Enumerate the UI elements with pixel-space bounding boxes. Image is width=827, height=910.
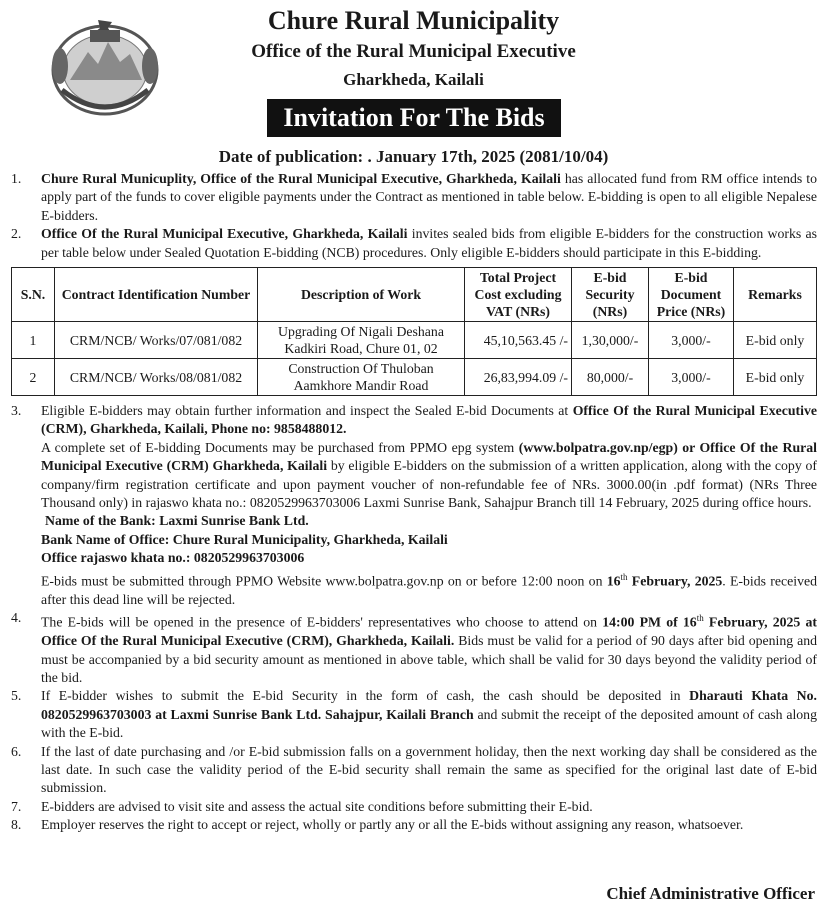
clause-5 bbox=[11, 687, 817, 742]
clause-6 bbox=[11, 743, 817, 798]
clause-number: 2. bbox=[11, 226, 22, 242]
cell-description: Construction Of Thuloban Aamkhore Mandir Road bbox=[258, 359, 465, 396]
publication-date: Date of publication: . January 17th, 2025 (2081/10/04) bbox=[218, 147, 609, 166]
signatory: Chief Administrative Officer bbox=[606, 884, 815, 903]
clause-text-bold: Chure Rural Municuplity, Office of the Rural Municipal Executive, Gharkheda, Kailali bbox=[41, 171, 561, 186]
clause-text-bold: Office Of the Rural Municipal Executive, Gharkheda, Kailali bbox=[41, 226, 408, 242]
clause-text: . E-bids received after this dead line will be rejected. bbox=[41, 573, 818, 607]
notice-title: Invitation For The Bids bbox=[267, 99, 561, 137]
cell-remarks: E-bid only bbox=[734, 322, 817, 359]
clause-number: 5. bbox=[11, 688, 22, 704]
header-sn: S.N. bbox=[12, 268, 55, 322]
org-name: Chure Rural Municipality bbox=[267, 6, 560, 35]
cell-doc-price: 3,000/- bbox=[649, 322, 734, 359]
table-row bbox=[12, 322, 817, 359]
clause-3 bbox=[11, 402, 817, 609]
header-bid-security: E-bid Security (NRs) bbox=[572, 268, 649, 322]
contracts-table bbox=[11, 267, 817, 396]
clause-number: 1. bbox=[11, 171, 22, 186]
clause-number: 4. bbox=[11, 610, 22, 626]
bank-office: Bank Name of Office: Chure Rural Municipality, Gharkheda, Kailali bbox=[41, 531, 448, 547]
clause-1 bbox=[11, 170, 817, 225]
deadline-month: February, 2025 bbox=[627, 573, 723, 589]
cell-total-cost: 45,10,563.45 /- bbox=[465, 322, 572, 359]
cell-contract-id: CRM/NCB/ Works/08/081/082 bbox=[55, 359, 258, 396]
clause-text: and submit the receipt of the deposited amount of cash along with the E-bid. bbox=[41, 706, 817, 741]
clause-text: Eligible E-bidders may obtain further information and inspect the Sealed E-bid Documents at bbox=[41, 403, 573, 419]
clause-8 bbox=[11, 816, 817, 834]
cell-remarks: E-bid only bbox=[734, 359, 817, 396]
deadline-suffix: th bbox=[620, 571, 628, 582]
bank-name: Name of the Bank: Laxmi Sunrise Bank Ltd. bbox=[45, 513, 309, 529]
office-location: Gharkheda, Kailali bbox=[343, 70, 484, 89]
header-contract-id: Contract Identification Number bbox=[55, 268, 258, 322]
table-header-row bbox=[12, 268, 817, 322]
header-doc-price: E-bid Document Price (NRs) bbox=[649, 268, 734, 322]
header-total-cost: Total Project Cost excluding VAT (NRs) bbox=[465, 268, 572, 322]
cell-bid-security: 80,000/- bbox=[572, 359, 649, 396]
clause-text: If E-bidder wishes to submit the E-bid Security in the form of cash, the cash should be deposited in bbox=[41, 688, 690, 704]
office-name: Office of the Rural Municipal Executive bbox=[251, 41, 576, 62]
clause-2 bbox=[11, 225, 817, 262]
cell-contract-id: CRM/NCB/ Works/07/081/082 bbox=[55, 322, 258, 359]
deadline-day: 16 bbox=[606, 573, 621, 589]
cell-sn: 2 bbox=[12, 359, 55, 396]
cell-description: Upgrading Of Nigali Deshana Kadkiri Road, Chure 01, 02 bbox=[258, 322, 465, 359]
cell-sn: 1 bbox=[12, 322, 55, 359]
clause-text: invites sealed bids from eligible E-bidders for the construction works as per table below under Sealed Quotation E-bidding (NCB) procedures. Only eligible E-bidders should participate in this E-bidding. bbox=[41, 226, 818, 260]
clause-number: 3. bbox=[11, 403, 22, 419]
table-row bbox=[12, 359, 817, 396]
clause-text-bold: February, 2025 at Office Of the Rural Municipal Executive (CRM), Gharkheda, Kailali. bbox=[41, 614, 817, 649]
clause-text: If the last of date purchasing and /or E-bid submission falls on a government holiday, then the next working day shall be considered as the last date. In such case the validity period of the E-bid security shall remain the same as specified for the original last date of E-bid submission. bbox=[41, 743, 817, 796]
clause-text: E-bidders are advised to visit site and assess the actual site conditions before submitting their E-bid. bbox=[41, 798, 593, 814]
clause-text: Bids must be valid for a period of 90 days after bid opening and must be accompanied by a bid security amount as mentioned in above table, which shall be valid for 30 days beyond the validity period of the bid. bbox=[41, 633, 818, 685]
cell-doc-price: 3,000/- bbox=[649, 359, 734, 396]
clause-number: 7. bbox=[11, 798, 22, 814]
clause-text-bold: 14:00 PM of 16 bbox=[602, 614, 697, 630]
clause-text: Employer reserves the right to accept or reject, wholly or partly any or all the E-bids without assigning any reason, whatsoever. bbox=[41, 817, 744, 833]
clause-text: E-bids must be submitted through PPMO Website www.bolpatra.gov.np on or before 12:00 noon on bbox=[41, 573, 607, 589]
bank-khata: Office rajaswo khata no.: 0820529963703006 bbox=[41, 550, 305, 566]
notice-body bbox=[11, 170, 817, 835]
clause-text: by eligible E-bidders on the submission of a written application, along with the copy of company/firm registration certificate and upon payment voucher of non-refundable fee of NRs. 3000.00(in .pdf format) (NRs Three Thousand only) in rajaswo khata no.: 0820529963703006 Laxmi Sunrise Bank, Sahajpur Branch till 14 February, 2025 during office hours. bbox=[41, 458, 817, 511]
clause-text: has allocated fund from RM office intends to apply part of the funds to cover eligible payments under the Contract as mentioned in table below. E-bidding is open to all eligible Nepalese E-bidders. bbox=[41, 171, 817, 223]
clause-number: 8. bbox=[11, 817, 22, 833]
clause-4 bbox=[11, 609, 817, 687]
header-description: Description of Work bbox=[258, 268, 465, 322]
clause-text: A complete set of E-bidding Documents may be purchased from PPMO epg system bbox=[41, 439, 519, 455]
clause-text-bold: Office Of the Rural Municipal Executive (CRM), Gharkheda, Kailali, Phone no: 9858488012. bbox=[41, 403, 817, 437]
clause-text-bold: (www.bolpatra.gov.np/egp) or Office Of the Rural Municipal Executive (CRM) Gharkheda, Kailali bbox=[41, 439, 817, 474]
clause-number: 6. bbox=[11, 743, 22, 759]
clause-7 bbox=[11, 798, 817, 816]
cell-bid-security: 1,30,000/- bbox=[572, 322, 649, 359]
clause-text: The E-bids will be opened in the presence of E-bidders' representatives who choose to attend on bbox=[41, 614, 603, 630]
cell-total-cost: 26,83,994.09 /- bbox=[465, 359, 572, 396]
header-remarks: Remarks bbox=[734, 268, 817, 322]
clause-text-bold: Dharauti Khata No. 0820529963703003 at Laxmi Sunrise Bank Ltd. Sahajpur, Kailali Branch bbox=[41, 688, 817, 722]
date-suffix: th bbox=[696, 613, 704, 624]
